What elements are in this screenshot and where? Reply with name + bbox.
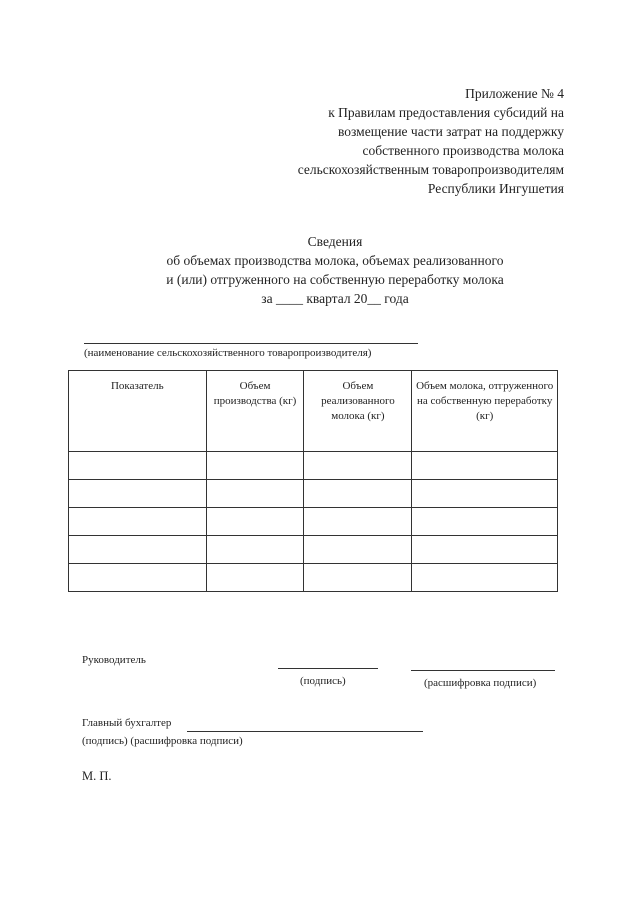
table-cell: [69, 536, 207, 564]
table-cell: [304, 452, 412, 480]
header-indicator: Показатель: [69, 371, 207, 452]
header-processing-volume: Объем молока, отгруженного на собственную переработку (кг): [412, 371, 558, 452]
table-cell: [206, 536, 304, 564]
table-row: [69, 536, 558, 564]
milk-volume-table: [68, 370, 558, 592]
producer-name-caption: (наименование сельскохозяйственного товаропроизводителя): [84, 347, 372, 359]
title-line: Сведения: [307, 234, 363, 249]
table-cell: [412, 480, 558, 508]
appendix-line: к Правилам предоставления субсидий на: [328, 105, 564, 120]
accountant-caption: (подпись) (расшифровка подписи): [82, 735, 243, 747]
table-cell: [69, 508, 207, 536]
table-cell: [69, 480, 207, 508]
title-line: и (или) отгруженного на собственную переработку молока: [166, 272, 504, 287]
appendix-line: Республики Ингушетия: [427, 181, 564, 196]
table-row: [69, 564, 558, 592]
appendix-line: Приложение № 4: [465, 86, 564, 101]
accountant-label: Главный бухгалтер: [82, 717, 172, 729]
table-cell: [69, 564, 207, 592]
appendix-line: сельскохозяйственным товаропроизводителям: [297, 162, 564, 177]
table-cell: [206, 480, 304, 508]
table-cell: [304, 480, 412, 508]
header-sold-volume: Объем реализованного молока (кг): [304, 371, 412, 452]
table-row: [69, 508, 558, 536]
table-row: [69, 480, 558, 508]
table-cell: [206, 508, 304, 536]
table-cell: [206, 564, 304, 592]
header-production-volume: Объем производства (кг): [206, 371, 304, 452]
title-line: об объемах производства молока, объемах реализованного: [166, 253, 504, 268]
stamp-place-label: М. П.: [82, 769, 112, 783]
head-label: Руководитель: [82, 654, 146, 666]
head-decoding-caption: (расшифровка подписи): [424, 677, 537, 689]
table-cell: [304, 564, 412, 592]
producer-name-line: [84, 343, 418, 344]
accountant-signature-line: [187, 731, 423, 732]
table-cell: [304, 508, 412, 536]
head-signature-line: [278, 668, 378, 669]
table-cell: [206, 452, 304, 480]
table-cell: [412, 536, 558, 564]
table-row: [69, 452, 558, 480]
document-title: [140, 232, 530, 308]
appendix-header: [298, 84, 564, 198]
appendix-line: возмещение части затрат на поддержку: [338, 124, 564, 139]
table-header-row: [69, 371, 558, 452]
table-cell: [304, 536, 412, 564]
table-cell: [412, 564, 558, 592]
head-decoding-line: [411, 670, 555, 671]
table-cell: [412, 452, 558, 480]
table-cell: [412, 508, 558, 536]
head-signature-caption: (подпись): [300, 675, 346, 687]
table-cell: [69, 452, 207, 480]
appendix-line: собственного производства молока: [362, 143, 564, 158]
title-line: за ____ квартал 20__ года: [261, 291, 409, 306]
